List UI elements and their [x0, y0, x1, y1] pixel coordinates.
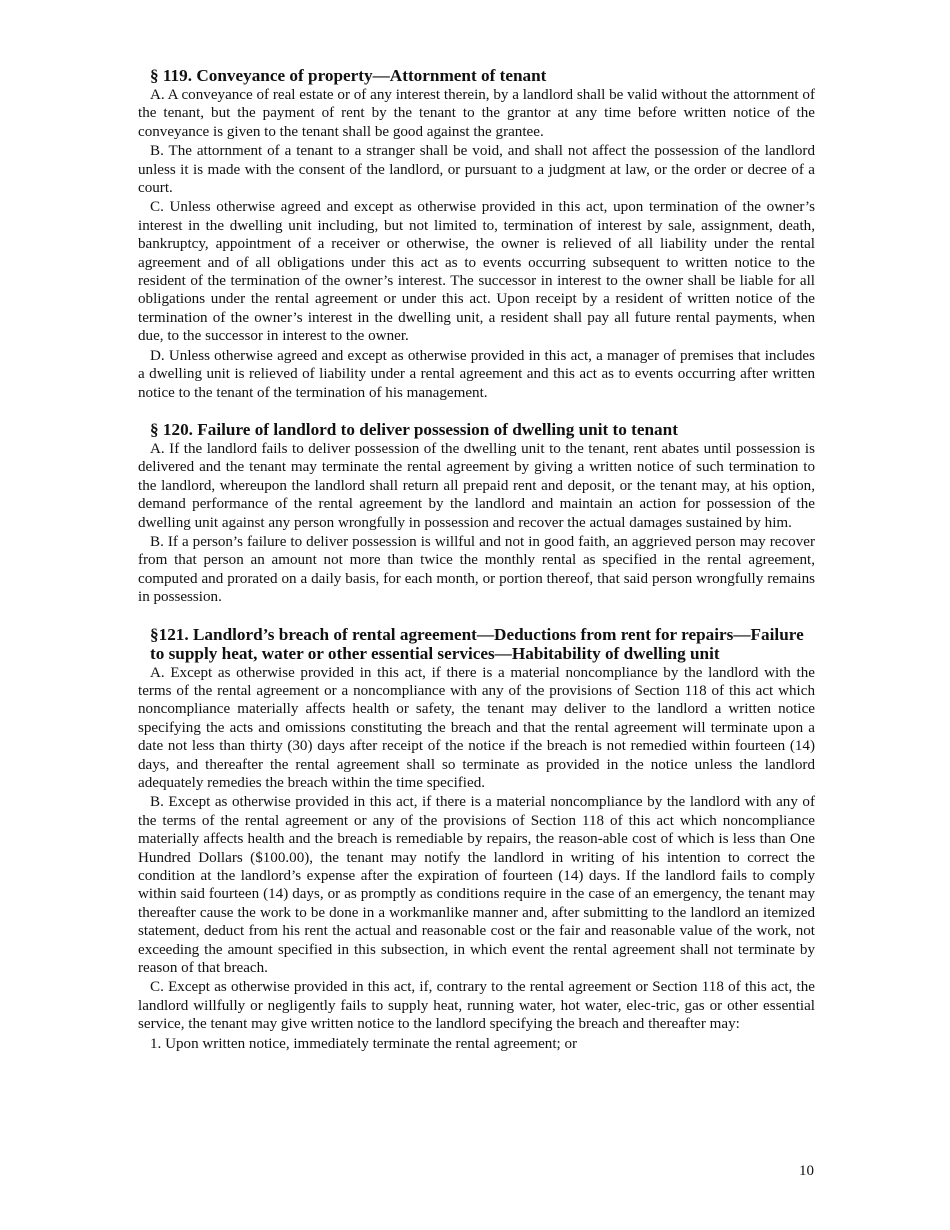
paragraph: C. Unless otherwise agreed and except as otherwise provided in this act, upon termination of the owner’s interest in the dwelling unit including, but not limited to, termination of interest by sale, assignment, death, bankruptcy, appointment of a receiver or otherwise, the owner is relieved of all liability under the rental agreement and of all obligations under this act as to events occurring subsequent to written notice to the resident of the termination of the owner’s interest. The successor in interest to the owner shall be liable for all obligations under the rental agreement or under this act. Upon receipt by a resident of written notice of the termination of the owner’s interest in the dwelling unit, a resident shall pay all future rental payments, when due, to the successor in interest to the owner. — [138, 199, 815, 345]
paragraph: A. Except as otherwise provided in this act, if there is a material noncompliance by the landlord with the terms of the rental agreement or a noncompliance with any of the provisions of Section 118 of this act which noncompliance materially affects health or safety, the tenant may deliver to the landlord a written notice specifying the acts and omissions constituting the breach and that the rental agreement will terminate upon a date not less than thirty (30) days after receipt of the notice if the breach is not remedied within fourteen (14) days, and thereafter the rental agreement shall so terminate as provided in the notice unless the landlord adequately remedies the breach within the time specified. — [138, 664, 815, 791]
paragraph: A. A conveyance of real estate or of any interest therein, by a landlord shall be valid without the attornment of the tenant, but the payment of rent by the tenant to the grantor at any time before written notice of the conveyance is given to the tenant shall be good against the grantee. — [138, 87, 815, 140]
section-heading: §121. Landlord’s breach of rental agreement—Deductions from rent for repairs—Failure to supply heat, water or other essential services—Habitability of dwelling unit — [150, 624, 804, 663]
list-item: 1. Upon written notice, immediately terminate the rental agreement; or — [150, 1035, 578, 1052]
section-119 — [138, 66, 815, 402]
page-number: 10 — [799, 1163, 814, 1179]
section-heading: § 119. Conveyance of property—Attornment of tenant — [150, 66, 547, 85]
paragraph: A. If the landlord fails to deliver possession of the dwelling unit to the tenant, rent abates until possession is delivered and the tenant may terminate the rental agreement by giving a written notice of such termination to the landlord, whereupon the landlord shall return all prepaid rent and deposit, or the tenant may, at his option, demand performance of the rental agreement by the landlord and maintain an action for possession of the dwelling unit against any person wrongfully in possession and recover the actual damages sustained by him. — [138, 440, 815, 531]
paragraph: B. If a person’s failure to deliver possession is willful and not in good faith, an aggrieved person may recover from that person an amount not more than twice the monthly rental as specified in the rental agreement, computed and prorated on a daily basis, for each month, or portion thereof, that said person wrongfully remains in possession. — [138, 533, 815, 606]
paragraph: B. The attornment of a tenant to a stranger shall be void, and shall not affect the possession of the landlord unless it is made with the consent of the landlord, or pursuant to a judgment at law, or the order or decree of a court. — [138, 143, 815, 197]
section-121 — [138, 625, 815, 1054]
paragraph: D. Unless otherwise agreed and except as otherwise provided in this act, a manager of premises that includes a dwelling unit is relieved of liability under a rental agreement and this act as to events occurring after written notice to the tenant of the termination of his management. — [138, 347, 815, 401]
section-heading: § 120. Failure of landlord to deliver possession of dwelling unit to tenant — [150, 419, 678, 439]
paragraph: B. Except as otherwise provided in this act, if there is a material noncompliance by the landlord with any of the terms of the rental agreement or any of the provisions of Section 118 of this act which noncompliance materially affects health and the breach is remediable by repairs, the reason-able cost of which is less than One Hundred Dollars ($100.00), the tenant may notify the landlord in writing of his intention to correct the condition at the landlord’s expense after the expiration of fourteen (14) days. If the landlord fails to comply within said fourteen (14) days, or as promptly as conditions require in the case of an emergency, the tenant may thereafter cause the work to be done in a workmanlike manner and, after submitting to the landlord an itemized statement, deduct from his rent the actual and reasonable cost or the fair and reasonable value of the work, not exceeding the amount specified in this subsection, in which event the rental agreement shall not terminate by reason of that breach. — [138, 794, 815, 977]
paragraph: C. Except as otherwise provided in this act, if, contrary to the rental agreement or Section 118 of this act, the landlord willfully or negligently fails to supply heat, running water, hot water, elec-tric, gas or other essential service, the tenant may give written notice to the landlord specifying the breach and thereafter may: — [138, 979, 815, 1033]
section-120 — [138, 420, 815, 607]
document-page — [138, 66, 815, 1053]
